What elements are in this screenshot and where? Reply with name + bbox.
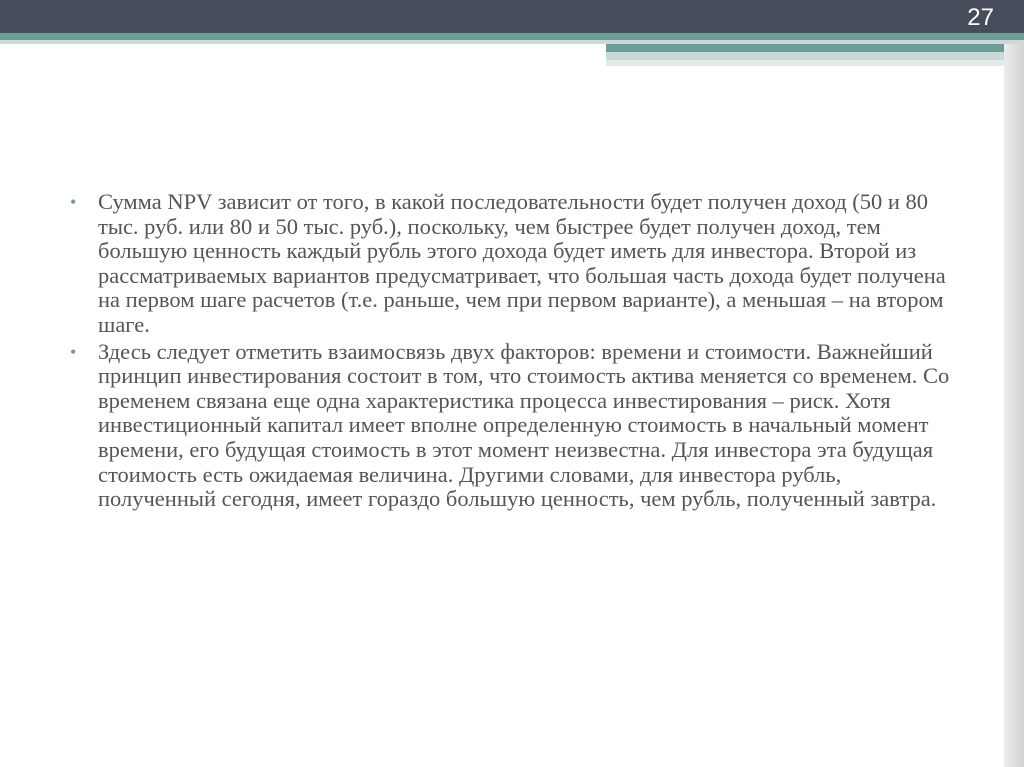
bullet-text: Здесь следует отметить взаимосвязь двух факторов: времени и стоимости. Важнейший принцип инвестирования состоит в том, что стоимость актива меняется со временем. Со временем связана еще одна характеристика процесса инвестирования – риск. Хотя инвестиционный капитал имеет вполне определенную стоимость в начальный момент времени, его будущая стоимость в этот момент неизвестна. Для инвестора эта будущая стоимость есть ожидаемая величина. Другими словами, для инвестора рубль, полученный сегодня, имеет гораздо большую ценность, чем рубль, полученный завтра. — [98, 338, 950, 512]
header-accent-stripe — [0, 33, 1024, 40]
bullet-icon: • — [70, 192, 77, 212]
header-bar — [0, 0, 1024, 33]
slide-number: 27 — [967, 4, 994, 31]
page-edge-shadow — [1004, 44, 1024, 767]
bullet-item — [70, 340, 950, 512]
decorative-band-light — [606, 60, 1024, 66]
bullet-text: Сумма NPV зависит от того, в какой последовательности будет получен доход (50 и 80 тыс. руб. или 80 и 50 тыс. руб.), поскольку, чем быстрее будет получен доход, тем большую ценность каждый рубль этого дохода будет иметь для инвестора. Второй из рассматриваемых вариантов предусматривает, что большая часть дохода будет получена на первом шаге расчетов (т.е. раньше, чем при первом варианте), а меньшая – на втором шаге. — [98, 189, 946, 337]
decorative-band-dark — [606, 44, 1024, 52]
decorative-band-mid — [606, 52, 1024, 60]
slide-body — [70, 190, 950, 514]
bullet-item — [70, 190, 950, 338]
bullet-icon: • — [70, 341, 77, 362]
